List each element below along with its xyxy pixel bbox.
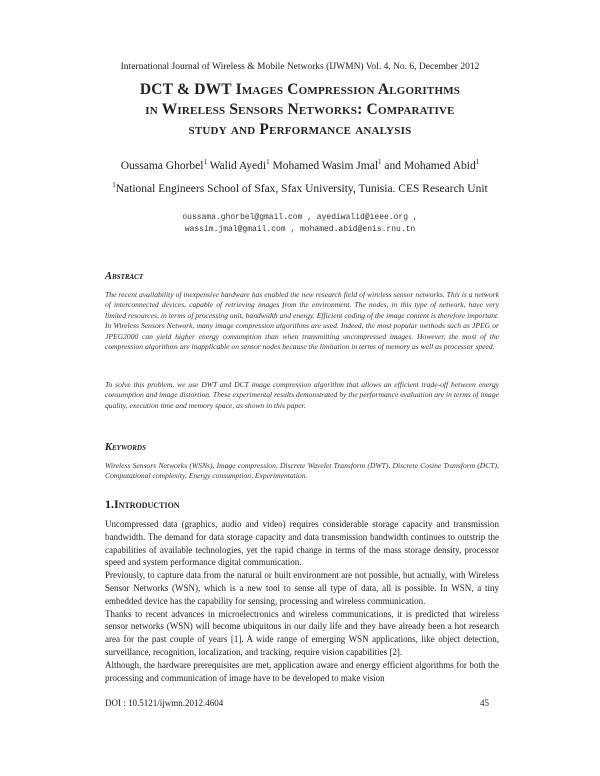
page-number: 45 xyxy=(480,698,489,708)
email-line-2: wassim.jmal@gmail.com , mohamed.abid@enis.rnu.tn xyxy=(184,225,416,234)
author-conjunction: and xyxy=(384,160,401,172)
author-name: Oussama Ghorbel xyxy=(120,160,204,172)
doi-footer: DOI : 10.5121/ijwmn.2012.4604 xyxy=(105,698,224,708)
intro-paragraph-4: Although, the hardware prerequisites are met, application aware and energy efficient algorithms for both the processing and communication of image have to be developed to make vision xyxy=(105,659,499,683)
affiliation xyxy=(0,183,600,195)
author-affil-mark: 1 xyxy=(475,158,480,167)
section-number: 1. xyxy=(105,497,114,511)
affiliation-mark: 1 xyxy=(112,181,116,190)
intro-paragraph-3: Thanks to recent advances in microelectronics and wireless communications, it is predicted that wireless sensor networks (WSN) will become ubiquitous in our daily life and they have already been a hot research area for the past couple of years [1]. A wide range of emerging WSN applications, like object detection, surveillance, recognition, localization, and tracking, require vision capabilities [2]. xyxy=(105,608,499,657)
affiliation-text: National Engineers School of Sfax, Sfax University, Tunisia. CES Research Unit xyxy=(115,183,488,195)
abstract-heading: Abstract xyxy=(105,271,144,282)
email-line-1: oussama.ghorbel@gmail.com , ayediwalid@ieee.org , xyxy=(182,213,418,222)
keywords-text: Wireless Sensors Networks (WSNs), Image compression, Discrete Wavelet Transform (DWT), Discrete Cosine Transform (DCT), Computational complexity, Energy consumption, Experimentation. xyxy=(105,461,499,481)
introduction-body xyxy=(105,518,499,684)
journal-header: International Journal of Wireless & Mobile Networks (IJWMN) Vol. 4, No. 6, December 2012 xyxy=(120,62,480,72)
intro-paragraph-2: Previously, to capture data from the natural or built environment are not possible, but actually, with Wireless Sensor Networks (WSN), which is a new tool to sense all type of data, all is possible. In WSN, a tiny embedded device has the capability for sensing, processing and wireless communication. xyxy=(105,570,499,606)
keywords-heading: Keywords xyxy=(105,442,146,453)
abstract-paragraph-2: To solve this problem, we use DWT and DCT image compression algorithm that allows an efficient trade-off between energy consumption and image distortion. These experimental results demonstrated by the performance evaluation are in terms of image quality, execution time and memory space, as shown in this paper. xyxy=(105,380,499,410)
paper-title xyxy=(60,80,540,140)
title-line-3: study and Performance analysis xyxy=(188,121,412,138)
author-affil-mark: 1 xyxy=(266,158,270,167)
author-name: Mohamed Abid xyxy=(403,160,476,172)
intro-paragraph-1: Uncompressed data (graphics, audio and video) requires considerable storage capacity and transmission bandwidth. The demand for data storage capacity and data transmission bandwidth continues to outstrip the capabilities of available technologies, yet the rapid change in terms of the mass storage density, processor speed and system performance digital communication. xyxy=(105,519,499,568)
title-line-2: in Wireless Sensors Networks: Comparative xyxy=(145,101,455,118)
author-name: Walid Ayedi xyxy=(209,160,267,172)
section-title: Introduction xyxy=(114,497,180,511)
author-affil-mark: 1 xyxy=(378,158,382,167)
email-block xyxy=(0,212,600,236)
author-name: Mohamed Wasim Jmal xyxy=(272,160,379,172)
title-line-1: DCT & DWT Images Compression Algorithms xyxy=(139,81,461,98)
author-list xyxy=(0,160,600,172)
abstract-paragraph-1: The recent availability of inexpensive hardware has enabled the new research field of wireless sensor networks. This is a network of interconnected devices, capable of retrieving images from the environment. The nodes, in this type of network, have very limited resources, in terms of processing unit, bandwidth and energy. Efficient coding of the image content is therefore important. In Wireless Sensors Network, many image compression algorithms are used. Indeed, the most popular methods such as JPEG or JPEG2000 can yield higher energy consumption than when transmitting uncompressed images. However, the most of the compression algorithms are inapplicable on sensor nodes because the limitation in terms of memory as well as processor speed. xyxy=(105,290,499,352)
author-affil-mark: 1 xyxy=(203,158,207,167)
introduction-heading xyxy=(105,497,180,512)
